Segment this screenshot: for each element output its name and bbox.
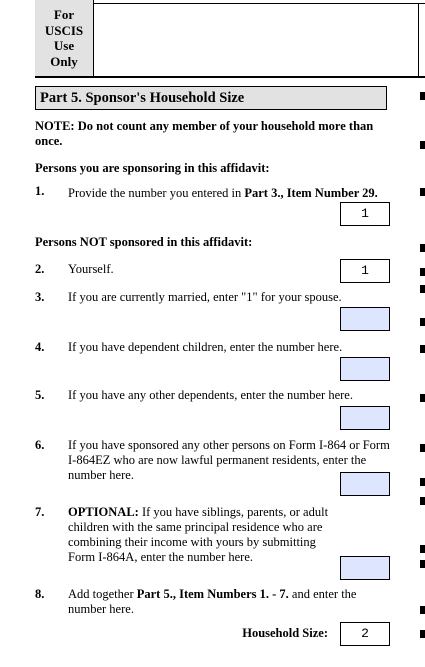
item-8-text-post: and enter the number here.: [68, 587, 357, 616]
item-3-field[interactable]: [340, 307, 390, 331]
item-7-field[interactable]: [340, 556, 390, 580]
item-2-text: Yourself.: [68, 262, 114, 276]
item-1-text-pre: Provide the number you entered in: [68, 186, 245, 200]
top-right-rule: [418, 3, 419, 77]
item-7-optional-label: OPTIONAL:: [68, 505, 139, 519]
household-size-field[interactable]: 2: [340, 622, 390, 646]
item-2-field[interactable]: 1: [340, 259, 390, 283]
part-5-header: Part 5. Sponsor's Household Size: [35, 86, 387, 110]
uscis-line: For: [53, 7, 75, 22]
not-sponsored-section-label: Persons NOT sponsored in this affidavit:: [35, 235, 253, 249]
top-rule: [93, 3, 425, 4]
item-7-text: [68, 505, 334, 565]
item-1-text: [68, 186, 390, 201]
item-1-number: 1.: [35, 184, 45, 198]
margin-mark: [420, 188, 425, 196]
margin-mark: [420, 92, 425, 100]
item-4-text: If you have dependent children, enter the number here.: [68, 340, 343, 354]
sponsored-section-label: Persons you are sponsoring in this affidavit:: [35, 161, 270, 175]
uscis-line: Use: [53, 38, 75, 53]
item-1-field[interactable]: 1: [340, 202, 390, 226]
margin-mark: [420, 545, 425, 553]
margin-mark: [420, 478, 425, 486]
item-4-number: 4.: [35, 340, 45, 354]
item-7-number: 7.: [35, 505, 45, 519]
margin-mark: [420, 630, 425, 638]
margin-mark: [420, 268, 425, 276]
header-bottom-rule: [35, 76, 425, 78]
item-6-text: If you have sponsored any other persons on Form I-864 or Form I-864EZ who are now lawful permanent residents, enter the number here.: [68, 438, 390, 482]
item-4-field[interactable]: [340, 357, 390, 381]
uscis-line: USCIS: [44, 22, 84, 38]
margin-mark: [420, 606, 425, 614]
item-3-number: 3.: [35, 290, 45, 304]
margin-mark: [420, 345, 425, 353]
item-3-text: If you are currently married, enter "1" for your spouse.: [68, 290, 342, 304]
note-text: NOTE: Do not count any member of your household more than once.: [35, 119, 374, 148]
item-2-number: 2.: [35, 262, 45, 276]
margin-mark: [420, 497, 425, 505]
margin-mark: [420, 560, 425, 568]
margin-mark: [420, 394, 425, 402]
item-5-text: If you have any other dependents, enter the number here.: [68, 388, 353, 402]
margin-mark: [420, 444, 425, 452]
item-5-field[interactable]: [340, 406, 390, 430]
item-8-text: [68, 587, 394, 617]
item-5-number: 5.: [35, 388, 45, 402]
margin-mark: [420, 318, 425, 326]
item-8-text-bold: Part 5., Item Numbers 1. - 7.: [136, 587, 289, 601]
item-7-text-post: If you have siblings, parents, or adult children with the same principal residence who are combining their income with yours by submitting Form I-864A, enter the number here.: [68, 505, 329, 564]
item-1-text-bold: Part 3., Item Number 29.: [244, 186, 378, 200]
item-6-field[interactable]: [340, 472, 390, 496]
margin-mark: [420, 244, 425, 252]
margin-mark: [420, 141, 425, 149]
household-size-label: Household Size:: [242, 626, 328, 640]
item-6-number: 6.: [35, 438, 45, 452]
uscis-use-only-box: [35, 0, 94, 76]
item-8-number: 8.: [35, 587, 45, 601]
item-8-text-pre: Add together: [68, 587, 137, 601]
uscis-line: Only: [50, 53, 78, 69]
margin-mark: [420, 285, 425, 293]
